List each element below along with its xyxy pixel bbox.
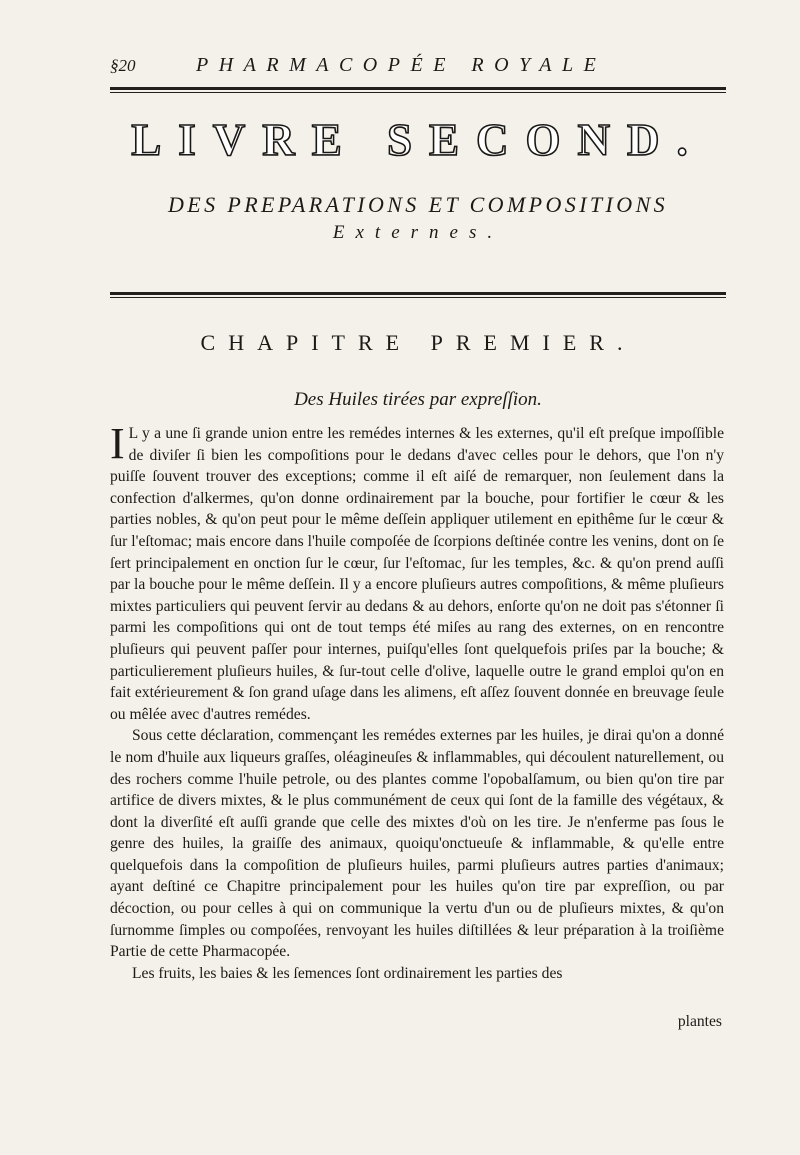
catchword: plantes	[677, 1013, 722, 1030]
paragraph-2: Sous cette déclaration, commençant les remédes externes par les huiles, je dirai qu'on a donné le nom d'huile aux liqueurs graſſes, oléagineuſes & inflammables, qui découlent naturellement, ou des rochers comme l'huile petrole, ou des plantes comme l'opobalſamum, ou bien qu'on tire par artifice de divers mixtes, & le plus communément de ceux qui ſont de la famille des végétaux, & dont la diverſité eſt auſſi grande que celle des mixtes d'où on les tire. Je n'enferme pas ſous le genre des huiles, la graiſſe des animaux, quoiqu'onctueuſe & inflammable, & qu'elle entre quelquefois dans la compoſition de pluſieurs huiles, parmi pluſieurs autres parties d'animaux; ayant deſtiné ce Chapitre principalement pour les huiles qu'on tire par expreſſion, ou par décoction, ou pour celles à qui on communique la vertu d'un ou de pluſieurs mixtes, & qu'on ſurnomme ſimples ou compoſées, renvoyant les huiles diſtillées & leur préparation à la troiſième Partie de cette Pharmacopée.	[110, 727, 724, 961]
title-rule	[110, 292, 726, 298]
paragraph-1	[110, 419, 724, 725]
paragraph-3: Les fruits, les baies & les ſemences ſont ordinairement les parties des	[132, 964, 563, 982]
section-title: Des Huiles tirées par expreſſion.	[294, 389, 542, 410]
drop-cap: I	[110, 419, 125, 468]
body-text	[110, 419, 724, 984]
header-rule	[110, 87, 726, 93]
book-subtitle: DES PREPARATIONS ET COMPOSITIONS	[167, 192, 669, 217]
book-subtitle-line2: Externes.	[332, 222, 504, 243]
book-title: LIVRE SECOND.	[131, 115, 705, 165]
page-number: §20	[110, 56, 136, 75]
running-title: PHARMACOPÉE ROYALE	[196, 54, 607, 76]
running-head	[110, 56, 722, 82]
paragraph-1-text: L y a une ſi grande union entre les remédes internes & les externes, qu'il eſt preſque impoſſible de diviſer ſi bien les compoſitions pour le dedans d'avec celles pour le dehors, que l'on n'y puiſſe ſouvent trouver des exceptions; comme il eſt aiſé de remarquer, non ſeulement dans la confection d'alkermes, qu'on donne ordinairement par la bouche, pour fortifier le cœur & les parties nobles, & qu'on peut pour le même deſſein appliquer utilement en epithême ſur le cœur & ſur l'eſtomac; mais encore dans l'huile compoſée de ſcorpions deſtinée contre les venins, dont on ſe ſert principalement en onction ſur le cœur, ſur l'eſtomac, ſur les temples, &c. & qu'on prend auſſi par la bouche pour le même deſſein. Il y a encore pluſieurs autres compoſitions, & même pluſieurs mixtes particuliers qui peuvent ſervir au dedans & au dehors, enſorte qu'on ne doit pas s'étonner ſi parmi les compoſitions qui ont de tout temps été miſes au rang des externes, on en rencontre pluſieurs qui peuvent paſſer pour internes, puiſqu'elles ſont quelquefois priſes par la bouche; & particulierement pluſieurs huiles, & ſur-tout celle d'olive, laquelle outre le grand emploi qu'on en fait extérieurement & ſon grand uſage dans les alimens, eſt aſſez ſouvent donnée en breuvage ſeule ou mêlée avec d'autres remédes.	[110, 425, 724, 723]
chapter-title: CHAPITRE PREMIER.	[200, 330, 636, 355]
